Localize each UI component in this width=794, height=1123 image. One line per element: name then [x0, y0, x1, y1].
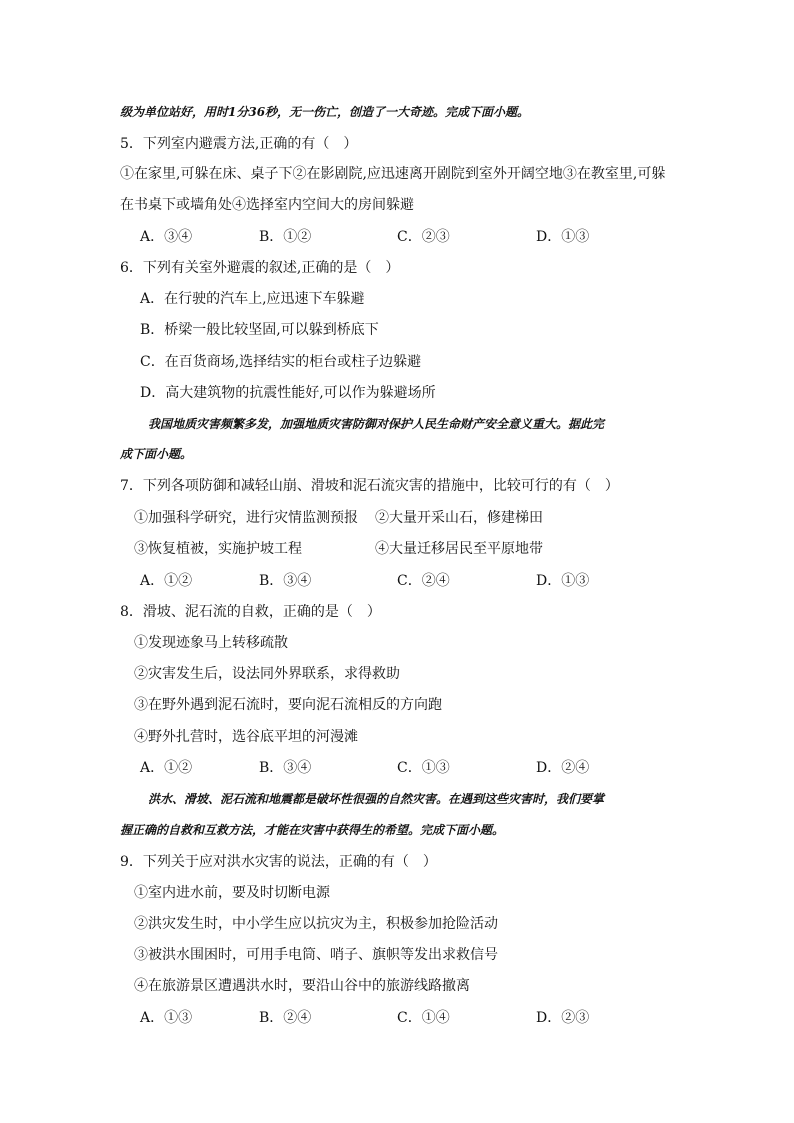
- question-5-option-c[interactable]: C．②③: [397, 229, 450, 245]
- question-5-option-a[interactable]: A．③④: [140, 229, 193, 245]
- question-9-item-3: ③被洪水围困时，可用手电筒、哨子、旗帜等发出求救信号: [134, 947, 498, 963]
- question-7-option-d[interactable]: D．①③: [536, 573, 590, 589]
- question-6-stem: 6．下列有关室外避震的叙述,正确的是（ ）: [120, 260, 400, 276]
- intro-text-3-line-1: 洪水、滑坡、泥石流和地震都是破坏性很强的自然灾害。在遇到这些灾害时，我们要掌: [148, 792, 605, 806]
- question-8-item-2: ②灾害发生后，设法同外界联系，求得救助: [134, 666, 400, 682]
- question-7-item-2: ②大量开采山石，修建梯田: [375, 510, 543, 526]
- question-5-text-line-1: ①在家里,可躲在床、桌子下②在影剧院,应迅速离开剧院到室外开阔空地③在教室里,可躲: [120, 166, 666, 182]
- question-9-item-4: ④在旅游景区遭遇洪水时，要沿山谷中的旅游线路撤离: [134, 978, 470, 994]
- intro-text-3-line-2: 握正确的自救和互救方法，才能在灾害中获得生的希望。完成下面小题。: [120, 823, 505, 837]
- question-7-item-1: ①加强科学研究，进行灾情监测预报: [134, 510, 358, 526]
- intro-text-2-line-2: 成下面小题。: [120, 447, 193, 461]
- question-9-item-1: ①室内进水前，要及时切断电源: [134, 885, 330, 901]
- question-9-option-c[interactable]: C．①④: [397, 1010, 450, 1026]
- question-8-option-a[interactable]: A．①②: [140, 760, 193, 776]
- question-8-item-4: ④野外扎营时，选谷底平坦的河漫滩: [134, 729, 358, 745]
- question-8-option-c[interactable]: C．①③: [397, 760, 450, 776]
- intro-text-2-line-1: 我国地质灾害频繁多发，加强地质灾害防御对保护人民生命财产安全意义重大。据此完: [148, 417, 605, 431]
- question-6-choice-b[interactable]: B．桥梁一般比较坚固,可以躲到桥底下: [140, 322, 379, 338]
- question-8-option-d[interactable]: D．②④: [536, 760, 590, 776]
- question-5-text-line-2: 在书桌下或墙角处④选择室内空间大的房间躲避: [120, 197, 414, 213]
- question-9-option-a[interactable]: A．①③: [140, 1010, 193, 1026]
- question-7-option-b[interactable]: B．③④: [259, 573, 312, 589]
- question-9-item-2: ②洪灾发生时，中小学生应以抗灾为主，积极参加抢险活动: [134, 916, 498, 932]
- question-5-option-b[interactable]: B．①②: [259, 229, 312, 245]
- question-6-choice-d[interactable]: D．高大建筑物的抗震性能好,可以作为躲避场所: [140, 385, 436, 401]
- question-8-item-1: ①发现迹象马上转移疏散: [134, 635, 288, 651]
- question-6-choice-c[interactable]: C．在百货商场,选择结实的柜台或柱子边躲避: [140, 354, 422, 370]
- question-8-option-b[interactable]: B．③④: [259, 760, 312, 776]
- question-9-option-b[interactable]: B．②④: [259, 1010, 312, 1026]
- question-9-stem: 9．下列关于应对洪水灾害的说法，正确的有（ ）: [120, 854, 437, 870]
- question-7-option-c[interactable]: C．②④: [397, 573, 450, 589]
- question-5-option-d[interactable]: D．①③: [536, 229, 590, 245]
- question-9-option-d[interactable]: D．②③: [536, 1010, 590, 1026]
- question-7-option-a[interactable]: A．①②: [140, 573, 193, 589]
- question-8-item-3: ③在野外遇到泥石流时，要向泥石流相反的方向跑: [134, 697, 442, 713]
- question-7-stem: 7．下列各项防御和减轻山崩、滑坡和泥石流灾害的措施中，比较可行的有（ ）: [120, 478, 619, 494]
- question-8-stem: 8．滑坡、泥石流的自救，正确的是（ ）: [120, 604, 381, 620]
- question-7-item-3: ③恢复植被，实施护坡工程: [134, 541, 302, 557]
- intro-text-1: 级为单位站好，用时1分36秒，无一伤亡，创造了一大奇迹。完成下面小题。: [120, 105, 530, 119]
- question-6-choice-a[interactable]: A．在行驶的汽车上,应迅速下车躲避: [140, 291, 365, 307]
- question-7-item-4: ④大量迁移居民至平原地带: [375, 541, 543, 557]
- question-5-stem: 5．下列室内避震方法,正确的有（ ）: [120, 136, 358, 152]
